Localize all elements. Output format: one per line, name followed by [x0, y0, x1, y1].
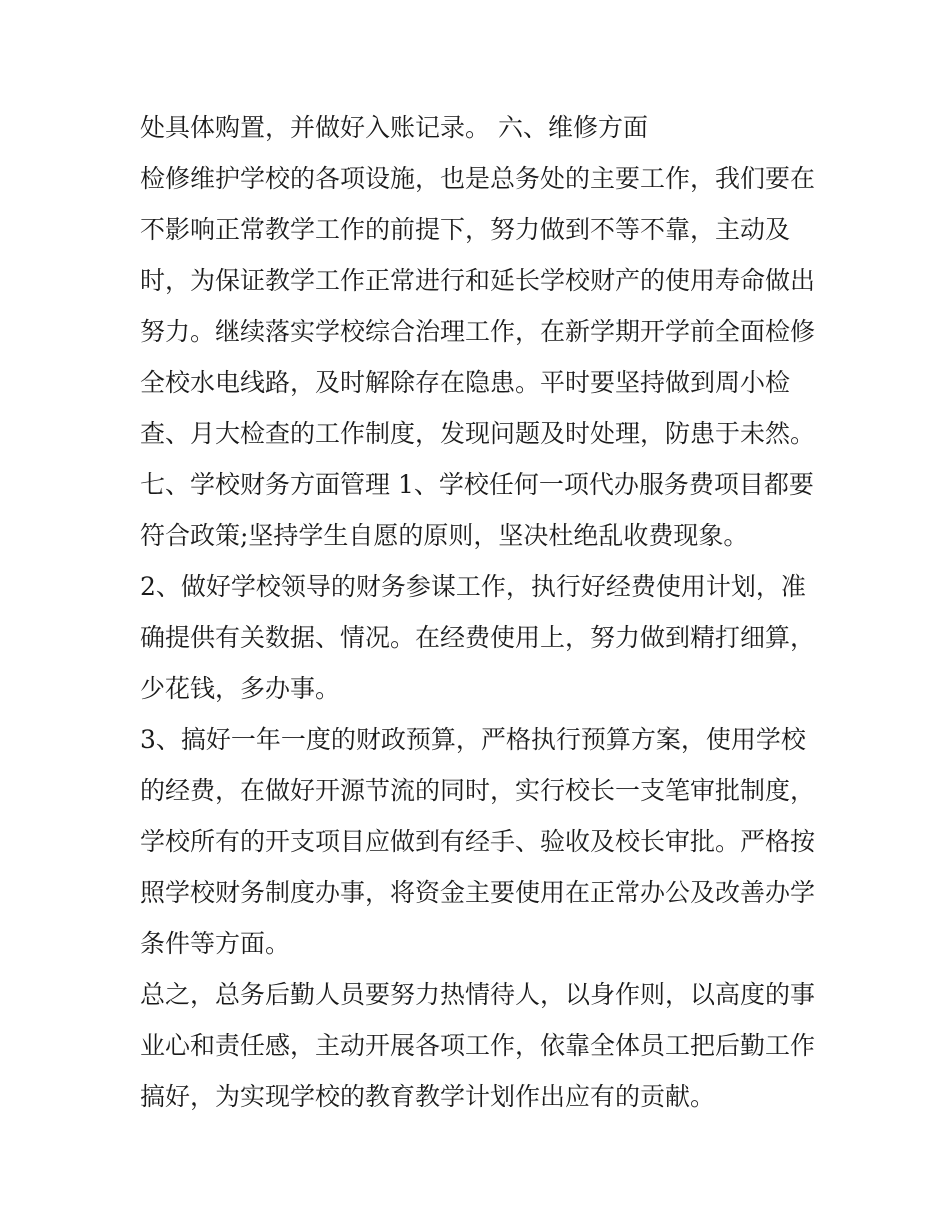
text-line: 条件等方面。 — [140, 929, 291, 958]
text-line: 2、做好学校领导的财务参谋工作，执行好经费使用计划，准 — [140, 572, 806, 601]
text-line: 学校所有的开支项目应做到有经手、验收及校长审批。严格按 — [140, 827, 816, 856]
text-line: 处具体购置，并做好入账记录。 六、维修方面 — [140, 113, 648, 142]
text-line: 全校水电线路，及时解除存在隐患。平时要坚持做到周小检 — [140, 368, 791, 397]
text-line: 时，为保证教学工作正常进行和延长学校财产的使用寿命做出 — [140, 266, 816, 295]
text-line: 搞好，为实现学校的教育教学计划作出应有的贡献。 — [140, 1082, 716, 1111]
text-line: 检修维护学校的各项设施，也是总务处的主要工作，我们要在 — [140, 164, 816, 193]
text-line: 少花钱，多办事。 — [140, 674, 341, 703]
text-line: 查、月大检查的工作制度，发现问题及时处理，防患于未然。 — [140, 419, 816, 448]
text-line: 总之，总务后勤人员要努力热情待人，以身作则，以高度的事 — [140, 980, 816, 1009]
text-line: 确提供有关数据、情况。在经费使用上，努力做到精打细算， — [140, 623, 816, 652]
text-line: 七、学校财务方面管理 1、学校任何一项代办服务费项目都要 — [140, 470, 814, 499]
text-line: 3、搞好一年一度的财政预算，严格执行预算方案，使用学校 — [140, 725, 806, 754]
text-line: 符合政策;坚持学生自愿的原则，坚决杜绝乱收费现象。 — [140, 521, 749, 550]
text-line: 业心和责任感，主动开展各项工作，依靠全体员工把后勤工作 — [140, 1031, 816, 1060]
text-line: 不影响正常教学工作的前提下，努力做到不等不靠，主动及 — [140, 215, 791, 244]
text-line: 努力。继续落实学校综合治理工作，在新学期开学前全面检修 — [140, 317, 816, 346]
text-line: 的经费，在做好开源节流的同时，实行校长一支笔审批制度， — [140, 776, 816, 805]
text-line: 照学校财务制度办事，将资金主要使用在正常办公及改善办学 — [140, 878, 816, 907]
